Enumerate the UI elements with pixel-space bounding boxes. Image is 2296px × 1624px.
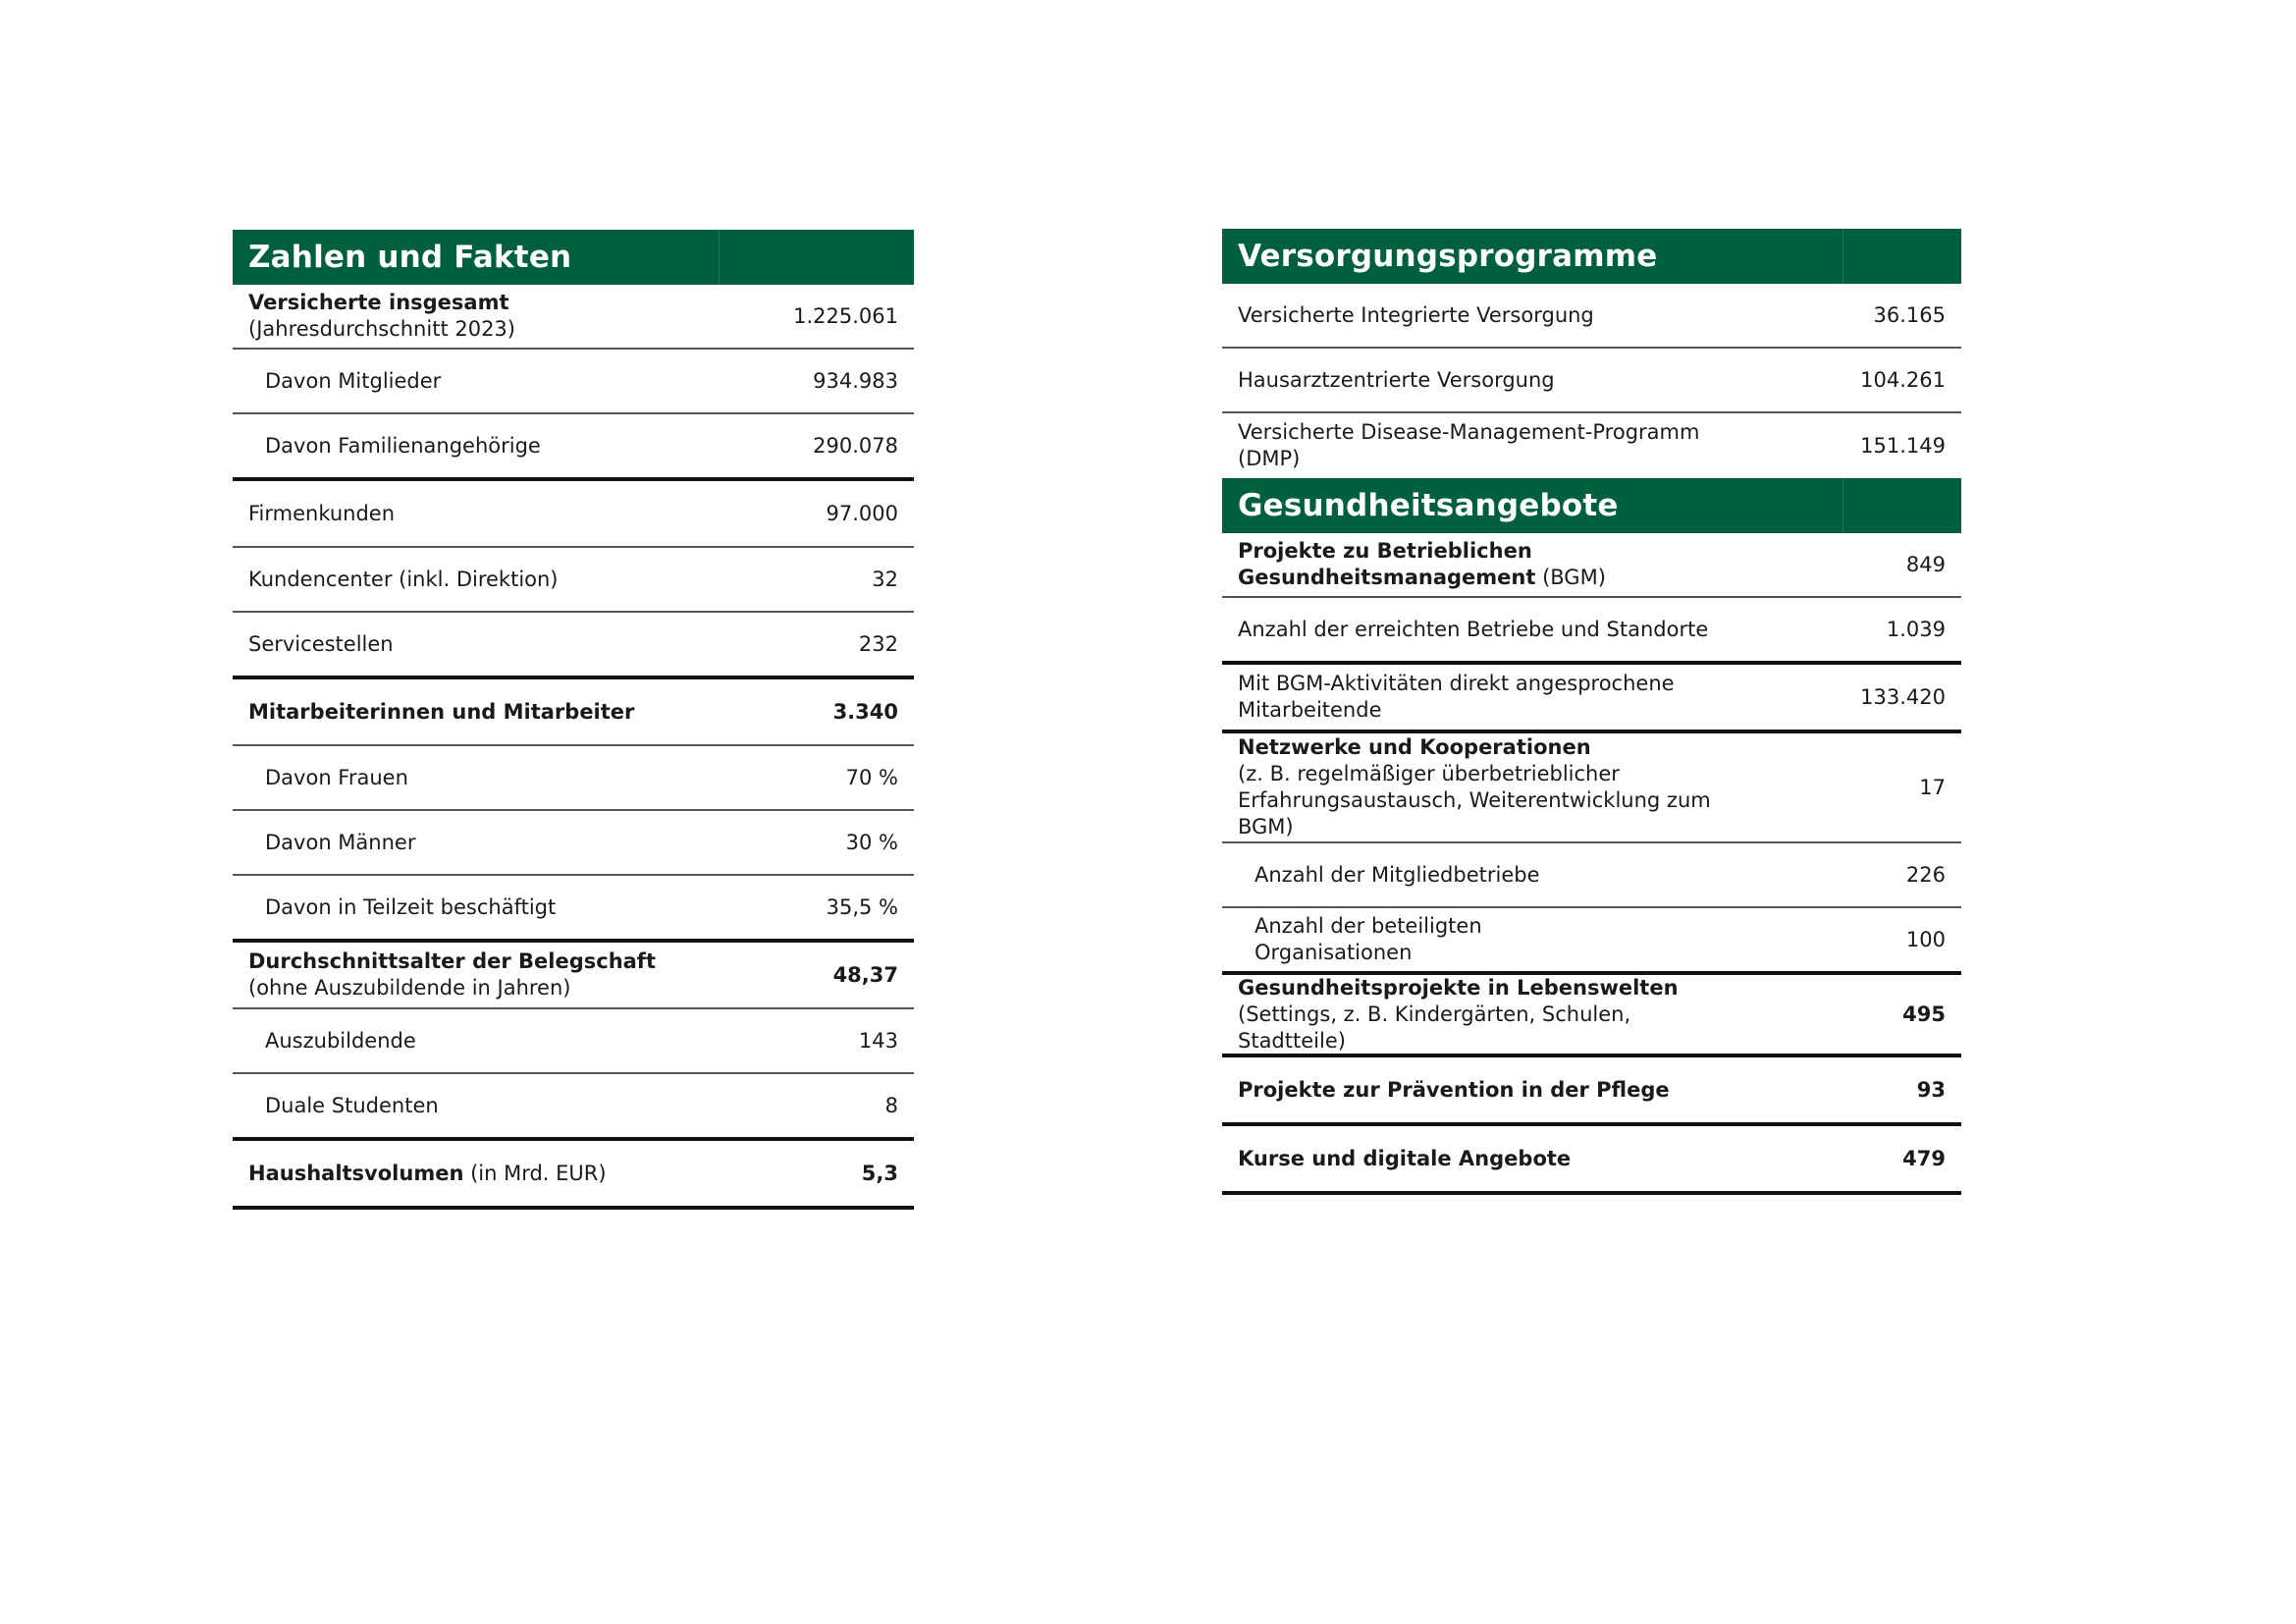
row-label: Durchschnittsalter der Belegschaft bbox=[248, 949, 656, 973]
row-label: Anzahl der Mitgliedbetriebe bbox=[1255, 862, 1540, 887]
table-row bbox=[233, 414, 914, 481]
row-value: 849 bbox=[1905, 552, 1946, 576]
table-row bbox=[233, 350, 914, 414]
row-label-line2: (DMP) bbox=[1238, 447, 1301, 470]
row-value: 97.000 bbox=[826, 501, 898, 525]
table-row bbox=[1222, 284, 1961, 349]
row-label: Davon Mitglieder bbox=[265, 368, 442, 393]
row-value: 17 bbox=[1919, 775, 1946, 799]
table-row bbox=[233, 876, 914, 943]
row-value: 934.983 bbox=[813, 368, 898, 393]
row-label: Versicherte insgesamt bbox=[248, 291, 509, 314]
programs-table bbox=[1222, 229, 1961, 1195]
row-label: Servicestellen bbox=[248, 631, 394, 656]
row-sublabel: BGM) bbox=[1238, 815, 1294, 839]
row-sublabel: (ohne Auszubildende in Jahren) bbox=[248, 976, 571, 1000]
row-value: 32 bbox=[872, 567, 898, 591]
table-row bbox=[233, 1141, 914, 1210]
row-value: 100 bbox=[1905, 927, 1946, 951]
row-sublabel: Erfahrungsaustausch, Weiterentwicklung zum bbox=[1238, 788, 1711, 812]
facts-table bbox=[233, 230, 914, 1210]
row-label: Haushaltsvolumen bbox=[248, 1161, 464, 1185]
row-value: 36.165 bbox=[1873, 302, 1946, 327]
row-value: 479 bbox=[1902, 1146, 1946, 1170]
row-value: 133.420 bbox=[1860, 684, 1946, 709]
table-row bbox=[1222, 349, 1961, 413]
row-value: 93 bbox=[1916, 1077, 1946, 1102]
row-label: Kurse und digitale Angebote bbox=[1238, 1146, 1572, 1170]
table-row bbox=[1222, 908, 1961, 975]
row-value: 104.261 bbox=[1860, 367, 1946, 392]
health-offers-header bbox=[1222, 478, 1961, 533]
row-label: Netzwerke und Kooperationen bbox=[1238, 735, 1591, 759]
row-label-line2: Mitarbeitende bbox=[1238, 698, 1382, 722]
table-row bbox=[1222, 975, 1961, 1057]
row-label: Gesundheitsprojekte in Lebenswelten bbox=[1238, 975, 1679, 1000]
row-value: 3.340 bbox=[832, 699, 898, 724]
table-row bbox=[233, 548, 914, 613]
row-label: Davon Familienangehörige bbox=[265, 433, 541, 458]
row-label-line2: Gesundheitsmanagement bbox=[1238, 566, 1536, 589]
row-label: Kundencenter (inkl. Direktion) bbox=[248, 567, 559, 591]
row-value: 495 bbox=[1902, 1001, 1946, 1026]
table-row bbox=[1222, 843, 1961, 908]
row-label-line2: Organisationen bbox=[1255, 941, 1413, 964]
row-value: 30 % bbox=[845, 830, 898, 854]
row-value: 35,5 % bbox=[826, 894, 898, 919]
row-value: 70 % bbox=[845, 765, 898, 789]
row-value: 226 bbox=[1905, 862, 1946, 887]
row-label: Davon in Teilzeit beschäftigt bbox=[265, 894, 557, 919]
table-row bbox=[233, 679, 914, 746]
row-label: Hausarztzentrierte Versorgung bbox=[1238, 367, 1555, 392]
health-offers-title: Gesundheitsangebote bbox=[1222, 478, 1843, 533]
row-sublabel: (Settings, z. B. Kindergärten, Schulen, bbox=[1238, 1001, 1631, 1026]
row-value: 151.149 bbox=[1860, 433, 1946, 458]
table-row bbox=[233, 943, 914, 1009]
row-label: Duale Studenten bbox=[265, 1093, 439, 1117]
table-row bbox=[1222, 413, 1961, 478]
table-row bbox=[1222, 733, 1961, 843]
row-label: Versicherte Disease-Management-Programm bbox=[1238, 420, 1700, 444]
row-label: Firmenkunden bbox=[248, 501, 396, 525]
table-row bbox=[233, 481, 914, 548]
row-label: Projekte zu Betrieblichen bbox=[1238, 539, 1532, 563]
row-label: Mit BGM-Aktivitäten direkt angesprochene bbox=[1238, 672, 1675, 695]
row-label: Auszubildende bbox=[265, 1028, 416, 1053]
row-sublabel: Stadtteile) bbox=[1238, 1028, 1346, 1053]
table-row bbox=[233, 1074, 914, 1141]
row-value: 1.039 bbox=[1886, 617, 1946, 641]
row-label: Mitarbeiterinnen und Mitarbeiter bbox=[248, 699, 635, 724]
facts-header bbox=[233, 230, 914, 285]
row-sublabel: (z. B. regelmäßiger überbetrieblicher bbox=[1238, 762, 1620, 785]
row-value: 290.078 bbox=[813, 433, 898, 458]
row-label: Anzahl der beteiligten bbox=[1255, 914, 1482, 938]
row-value: 232 bbox=[858, 631, 898, 656]
programs-header bbox=[1222, 229, 1961, 284]
row-label: Davon Männer bbox=[265, 830, 416, 854]
row-sublabel: (Jahresdurchschnitt 2023) bbox=[248, 317, 515, 341]
table-row bbox=[1222, 1057, 1961, 1126]
row-label: Anzahl der erreichten Betriebe und Standorte bbox=[1238, 617, 1709, 641]
table-row bbox=[1222, 665, 1961, 733]
table-row bbox=[233, 746, 914, 811]
row-label: Projekte zur Prävention in der Pflege bbox=[1238, 1077, 1670, 1102]
row-value: 1.225.061 bbox=[793, 303, 898, 328]
table-row bbox=[1222, 1126, 1961, 1195]
row-value: 8 bbox=[884, 1093, 898, 1117]
row-value: 5,3 bbox=[861, 1161, 898, 1185]
table-row bbox=[1222, 598, 1961, 665]
table-row bbox=[233, 811, 914, 876]
table-row bbox=[233, 613, 914, 679]
table-row bbox=[1222, 533, 1961, 598]
row-value: 143 bbox=[858, 1028, 898, 1053]
row-label: Versicherte Integrierte Versorgung bbox=[1238, 302, 1594, 327]
row-value: 48,37 bbox=[832, 962, 898, 987]
row-label-suffix: (BGM) bbox=[1535, 566, 1606, 589]
facts-title: Zahlen und Fakten bbox=[233, 230, 720, 285]
row-label: Davon Frauen bbox=[265, 765, 408, 789]
table-row bbox=[233, 1009, 914, 1074]
programs-title: Versorgungsprogramme bbox=[1222, 229, 1843, 284]
row-label-suffix: (in Mrd. EUR) bbox=[463, 1161, 607, 1185]
table-row bbox=[233, 285, 914, 350]
